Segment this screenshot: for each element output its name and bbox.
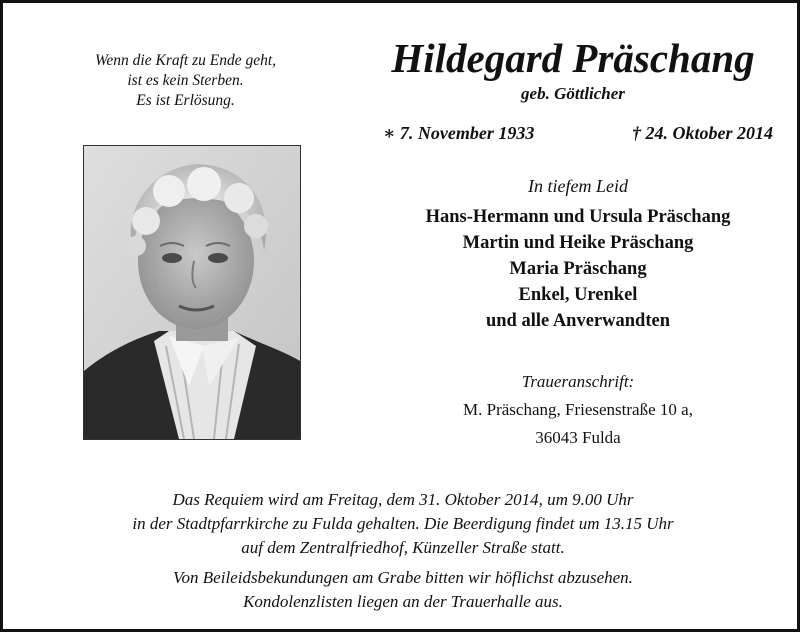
condolence-note xyxy=(43,566,763,614)
maiden-name: geb. Göttlicher xyxy=(521,84,625,103)
verse-line: Es ist Erlösung. xyxy=(136,92,235,109)
mourning-intro: In tiefem Leid xyxy=(528,176,628,196)
family-line: Hans-Hermann und Ursula Präschang xyxy=(425,207,731,227)
service-line: in der Stadtpfarrkirche zu Fulda gehalten. Die Beerdigung findet um 13.15 Uhr xyxy=(132,514,674,533)
address-label: Traueranschrift: xyxy=(521,372,635,391)
verse-line: ist es kein Sterben. xyxy=(127,72,244,89)
death-date: † 24. Oktober 2014 xyxy=(632,123,773,143)
portrait-illustration xyxy=(84,146,300,439)
verse-line: Wenn die Kraft zu Ende geht, xyxy=(94,52,277,69)
deceased-name: Hildegard Präschang xyxy=(391,35,755,81)
family-list xyxy=(358,204,798,334)
family-line: Maria Präschang xyxy=(509,259,647,279)
family-line: Enkel, Urenkel xyxy=(518,285,638,305)
family-line: und alle Anverwandten xyxy=(485,311,670,331)
service-line: Das Requiem wird am Freitag, dem 31. Oktober 2014, um 9.00 Uhr xyxy=(172,490,634,509)
address-street: M. Präschang, Friesenstraße 10 a, xyxy=(463,400,693,419)
life-dates xyxy=(383,122,773,144)
service-line: auf dem Zentralfriedhof, Künzeller Straße statt. xyxy=(241,538,565,557)
address-city: 36043 Fulda xyxy=(535,428,621,447)
condolence-line: Kondolenzlisten liegen an der Trauerhalle aus. xyxy=(243,592,563,611)
birth-date: ∗ 7. November 1933 xyxy=(383,123,535,143)
mourning-address xyxy=(373,368,783,452)
memorial-verse xyxy=(63,51,308,111)
service-details xyxy=(43,488,763,560)
family-line: Martin und Heike Präschang xyxy=(462,233,694,253)
condolence-line: Von Beileidsbekundungen am Grabe bitten wir höflichst abzusehen. xyxy=(173,568,633,587)
portrait-photo xyxy=(83,145,301,440)
